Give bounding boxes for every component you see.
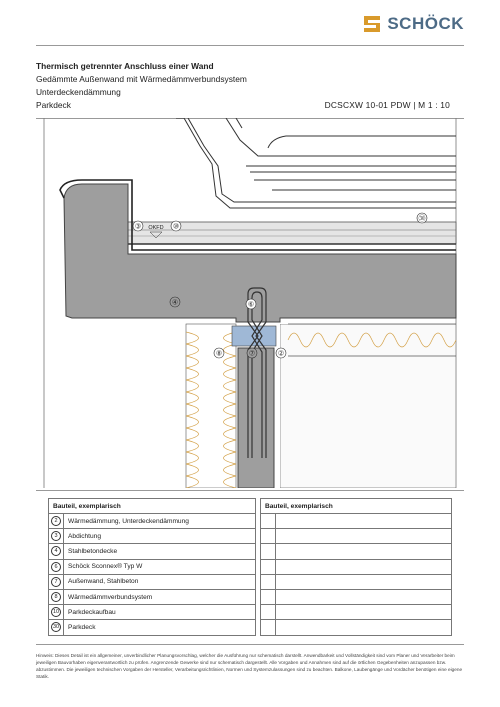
legend-row [49, 620, 256, 635]
legend-row [49, 544, 256, 559]
marker-6: ⑥ [247, 301, 255, 309]
marker-10: ⑩ [172, 223, 180, 231]
legend-row [49, 589, 256, 604]
legend-label: Außenwand, Stahlbeton [64, 574, 256, 589]
schoeck-logo [363, 14, 464, 34]
marker-8: ⑧ [215, 350, 223, 358]
subtitle-2: Unterdeckendämmung [36, 87, 121, 97]
brand-name: SCHÖCK [387, 14, 464, 33]
marker-2: ② [277, 350, 285, 358]
legend-num: 4 [51, 546, 61, 556]
legend-row [49, 514, 256, 529]
marker-4: ④ [171, 299, 179, 307]
legend-label: Abdichtung [64, 529, 256, 544]
legend-num: 7 [51, 577, 61, 587]
note-rule [36, 644, 464, 645]
subtitle-3: Parkdeck [36, 100, 71, 110]
okfd-label: OKFD [148, 225, 164, 231]
legend-row [49, 574, 256, 589]
marker-3: ③ [134, 223, 142, 231]
logo-mark-icon [363, 15, 381, 33]
legend-num: 8 [51, 592, 61, 602]
legend-label: Wärmedämmung, Unterdeckendämmung [64, 514, 256, 529]
legend-label: Wärmedämmverbundsystem [64, 589, 256, 604]
legend-num: 3 [51, 531, 61, 541]
legend-num: 6 [51, 562, 61, 572]
legend-row [49, 605, 256, 620]
construction-detail-drawing [36, 118, 464, 488]
legend-row [49, 559, 256, 574]
page-title: Thermisch getrennter Anschluss einer Wand [36, 61, 214, 71]
header-rule [36, 45, 464, 46]
legend-table-left [48, 498, 256, 636]
disclaimer-note: Hinweis: Dieses Detail ist ein allgemeiner, unverbindlicher Planungsvorschlag, welcher die Ausführung nur schematisch darstellt. Anwendbarkeit und Vollständigkeit sind vom Planer und Verarbeiter beim jeweiligen Bauvorhaben eigenverantwortlich zu prüfen. Angrenzende Gewerke sind nur schematisch dargestellt. Alle Vorgaben und Annahmen sind auf die örtlichen Gegebenheiten anzupassen bzw. abzustimmen. Die jeweiligen technischen Vorgaben der Hersteller, Verarbeitungsrichtlinien, Normen und Systemzulassungen sind zu beachten. Balkone, Laubengänge und Vordächer benötigen eine eigene Statik. [36, 653, 463, 679]
legend-label: Schöck Sconnex® Typ W [64, 559, 256, 574]
legend-header-right: Bauteil, exemplarisch [261, 499, 452, 514]
parked-car [176, 118, 456, 208]
legend-label: Stahlbetondecke [64, 544, 256, 559]
legend-row [49, 529, 256, 544]
legend-num: 2 [51, 516, 61, 526]
legend-table-right [260, 498, 452, 636]
marker-30: ㉚ [418, 215, 426, 223]
subtitle-1: Gedämmte Außenwand mit Wärmedämmverbundsystem [36, 74, 247, 84]
drawing-bottom-rule [36, 490, 464, 491]
legend-num: 30 [52, 624, 60, 631]
drawing-code-scale: DCSCXW 10-01 PDW | M 1 : 10 [324, 100, 450, 110]
legend-header-left: Bauteil, exemplarisch [49, 499, 256, 514]
legend-label: Parkdeckaufbau [64, 605, 256, 620]
marker-7: ⑦ [248, 350, 256, 358]
legend-label: Parkdeck [64, 620, 256, 635]
legend-num: 10 [52, 609, 60, 616]
